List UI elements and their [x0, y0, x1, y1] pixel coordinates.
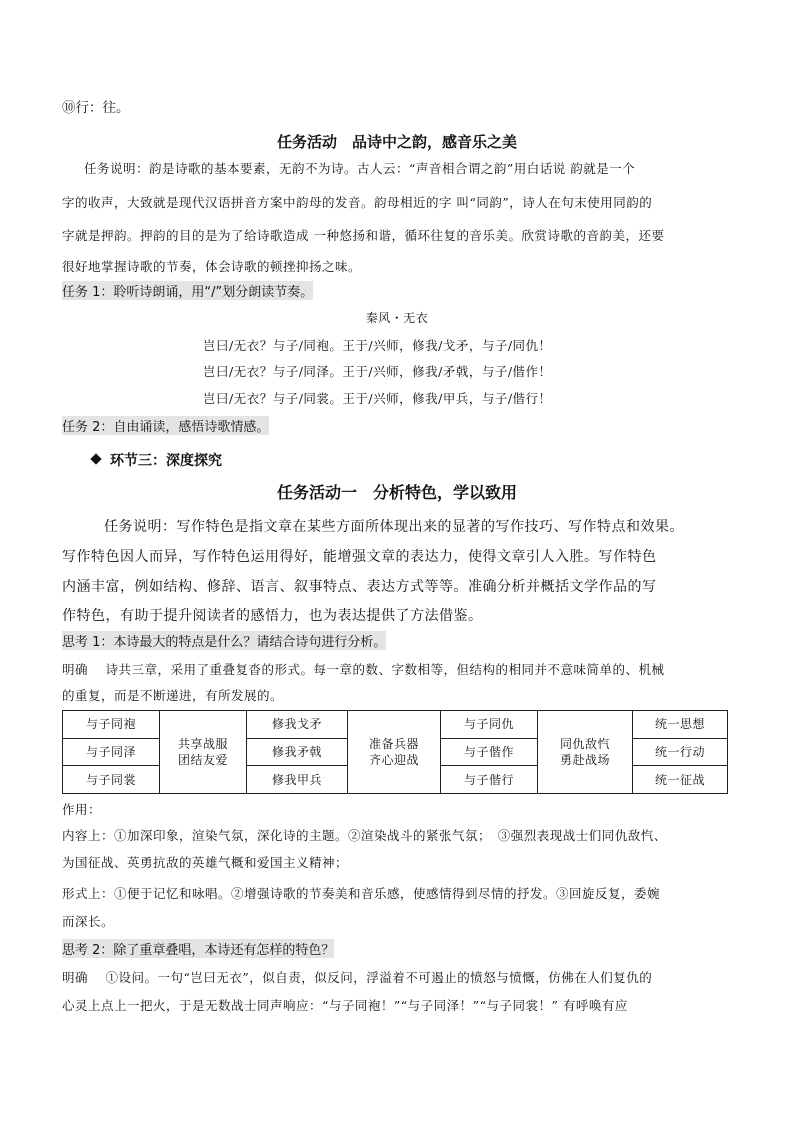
activity-desc-line: 字就是押韵。押韵的目的是为了给诗歌造成 一种悠扬和谐，循环往复的音乐美。欣赏诗歌的音韵美，还要 [62, 228, 665, 243]
content-line: 为国征战、英勇抗敌的英雄气概和爱国主义精神； [62, 855, 349, 870]
table-cell: 共享战服 团结友爱 [160, 711, 247, 794]
task-2: 任务 2：自由诵读，感悟诗歌情感。 [62, 416, 269, 435]
effect-label: 作用： [62, 802, 102, 817]
answer-2-line: 心灵上点上一把火，于是无数战士同声响应：“与子同袍！”“与子同泽！”“与子同裳！” 有呼唤有应 [62, 998, 628, 1013]
section-heading: 环节三：深度探究 [92, 450, 222, 470]
section-desc-line: 内涵丰富，例如结构、修辞、语言、叙事特点、表达方式等等。准确分析并概括文学作品的写 [62, 579, 657, 595]
form-line: 形式上：①便于记忆和咏唱。②增强诗歌的节奏美和音乐感，使感情得到尽情的抒发。③回旋反复，委婉 [62, 886, 661, 901]
activity-desc-line: 很好地掌握诗歌的节奏，体会诗歌的顿挫抑扬之味。 [62, 259, 362, 274]
activity-desc-line: 任务说明：韵是诗歌的基本要素，无韵不为诗。古人云：“声音相合谓之韵”用白话说 韵就是一个 [84, 161, 636, 176]
activity-title: 任务活动 品诗中之韵，感音乐之美 [276, 133, 517, 151]
poem-line: 岂曰/无衣？与子/同袍。王于/兴师，修我/戈矛，与子/同仇！ [203, 338, 552, 353]
table-cell: 与子同裳 [63, 766, 160, 794]
diamond-bullet-icon [90, 453, 101, 464]
table-cell: 与子同仇 [441, 711, 538, 739]
table-cell: 修我戈矛 [247, 711, 348, 739]
table-cell: 统一征战 [633, 766, 728, 794]
table-cell: 修我甲兵 [247, 766, 348, 794]
feature-table [62, 710, 728, 794]
table-cell: 与子偕作 [441, 738, 538, 766]
table-cell: 同仇敌忾 勇赴战场 [538, 711, 633, 794]
answer-2-line: 明确 ①设问。一句“岂曰无衣”，似自责，似反问，浮溢着不可遏止的愤怒与愤慨，仿佛在人们复仇的 [62, 970, 653, 985]
poem-line: 岂曰/无衣？与子/同裳。王于/兴师，修我/甲兵，与子/偕行！ [203, 391, 552, 406]
form-line: 而深长。 [62, 914, 115, 929]
activity-desc-line: 字的收声，大致就是现代汉语拼音方案中韵母的发音。韵母相近的字 叫“同韵”，诗人在句末使用同韵的 [62, 195, 653, 210]
table-cell: 准备兵器 齐心迎战 [348, 711, 441, 794]
task-1: 任务 1：聆听诗朗诵，用“/”划分朗读节奏。 [62, 281, 313, 300]
footnote-10: ⑩行：往。 [62, 100, 130, 116]
section-desc-line: 写作特色因人而异，写作特色运用得好，能增强文章的表达力，使得文章引人入胜。写作特色 [62, 549, 657, 565]
table-cell: 与子同袍 [63, 711, 160, 739]
poem-title: 秦风・无衣 [365, 311, 429, 325]
table-cell: 与子同泽 [63, 738, 160, 766]
table-row [63, 711, 728, 739]
poem-line: 岂曰/无衣？与子/同泽。王于/兴师，修我/矛戟，与子/偕作！ [203, 364, 552, 379]
table-cell: 统一行动 [633, 738, 728, 766]
table-cell: 修我矛戟 [247, 738, 348, 766]
section-desc-line: 任务说明：写作特色是指文章在某些方面所体现出来的显著的写作技巧、写作特点和效果。 [104, 519, 684, 535]
table-cell: 统一思想 [633, 711, 728, 739]
think-1: 思考 1：本诗最大的特点是什么？请结合诗句进行分析。 [62, 631, 386, 650]
section-title: 任务活动一 分析特色，学以致用 [276, 483, 517, 502]
answer-1-line: 的重复，而是不断递进，有所发展的。 [62, 688, 284, 703]
section-desc-line: 作特色，有助于提升阅读者的感悟力，也为表达提供了方法借鉴。 [62, 608, 483, 624]
think-2: 思考 2：除了重章叠唱，本诗还有怎样的特色？ [62, 939, 334, 958]
content-line: 内容上：①加深印象，渲染气氛，深化诗的主题。②渲染战斗的紧张气氛； ③强烈表现战士们同仇敌忾、 [62, 828, 667, 843]
answer-1-line: 明确 诗共三章，采用了重叠复沓的形式。每一章的数、字数相等，但结构的相同并不意味简单的、机械 [62, 662, 665, 677]
table-cell: 与子偕行 [441, 766, 538, 794]
